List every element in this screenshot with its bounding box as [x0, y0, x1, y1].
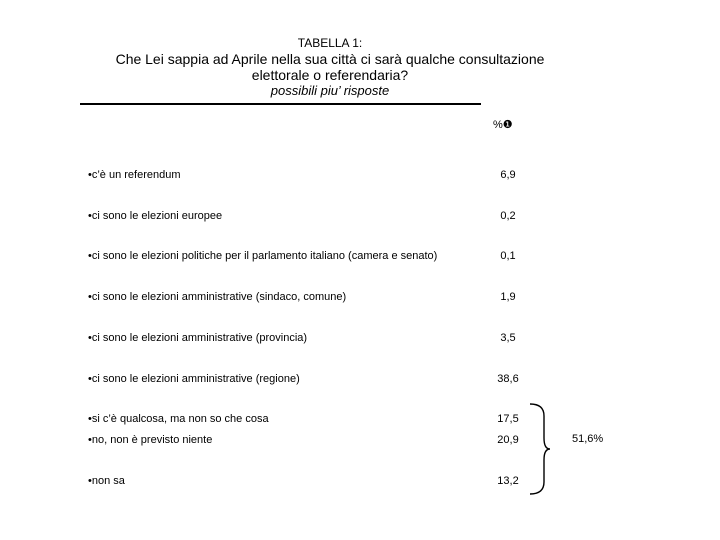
- question-line-2: elettorale o referendaria?: [251, 67, 409, 83]
- row-label: no, non è previsto niente: [91, 434, 213, 446]
- table-row: [88, 411, 548, 427]
- table-row: [88, 208, 548, 224]
- grouping-brace: [528, 402, 552, 496]
- bullet: •: [88, 373, 92, 385]
- row-label: ci sono le elezioni amministrative (regione): [91, 373, 300, 385]
- bullet: •: [88, 413, 92, 425]
- table-label: TABELLA 1:: [297, 36, 363, 50]
- table-row: [88, 167, 548, 183]
- question-line-1: Che Lei sappia ad Aprile nella sua città ci sarà qualche consultazione: [115, 51, 545, 67]
- row-value: 20,9: [497, 434, 519, 446]
- row-label: c’è un referendum: [91, 169, 181, 181]
- table-row: [88, 289, 548, 305]
- row-value: 1,9: [500, 291, 516, 303]
- table-row: [88, 432, 548, 448]
- bullet: •: [88, 210, 92, 222]
- row-label: ci sono le elezioni amministrative (sindaco, comune): [91, 291, 347, 303]
- row-value: 6,9: [500, 169, 516, 181]
- bullet: •: [88, 475, 92, 487]
- table-row: [88, 371, 548, 387]
- row-label: ci sono le elezioni politiche per il parlamento italiano (camera e senato): [91, 250, 438, 262]
- row-label: ci sono le elezioni europee: [91, 210, 223, 222]
- row-label: ci sono le elezioni amministrative (provincia): [91, 332, 308, 344]
- row-value: 0,2: [500, 210, 516, 222]
- table-title: [80, 36, 580, 98]
- row-value: 13,2: [497, 475, 519, 487]
- row-value: 0,1: [500, 250, 516, 262]
- bullet: •: [88, 332, 92, 344]
- bullet: •: [88, 250, 92, 262]
- table-row: [88, 248, 548, 264]
- table-row: [88, 473, 548, 489]
- row-label: non sa: [91, 475, 125, 487]
- table-row: [88, 330, 548, 346]
- bullet: •: [88, 434, 92, 446]
- percent-column-header: %❶: [493, 119, 513, 131]
- brace-total-value: 51,6%: [572, 433, 604, 445]
- row-value: 17,5: [497, 413, 519, 425]
- multiple-answers-note: possibili piu’ risposte: [270, 83, 390, 98]
- row-value: 38,6: [497, 373, 519, 385]
- title-underline: [80, 103, 481, 105]
- bullet: •: [88, 169, 92, 181]
- bullet: •: [88, 291, 92, 303]
- row-value: 3,5: [500, 332, 516, 344]
- row-label: si c’è qualcosa, ma non so che cosa: [91, 413, 269, 425]
